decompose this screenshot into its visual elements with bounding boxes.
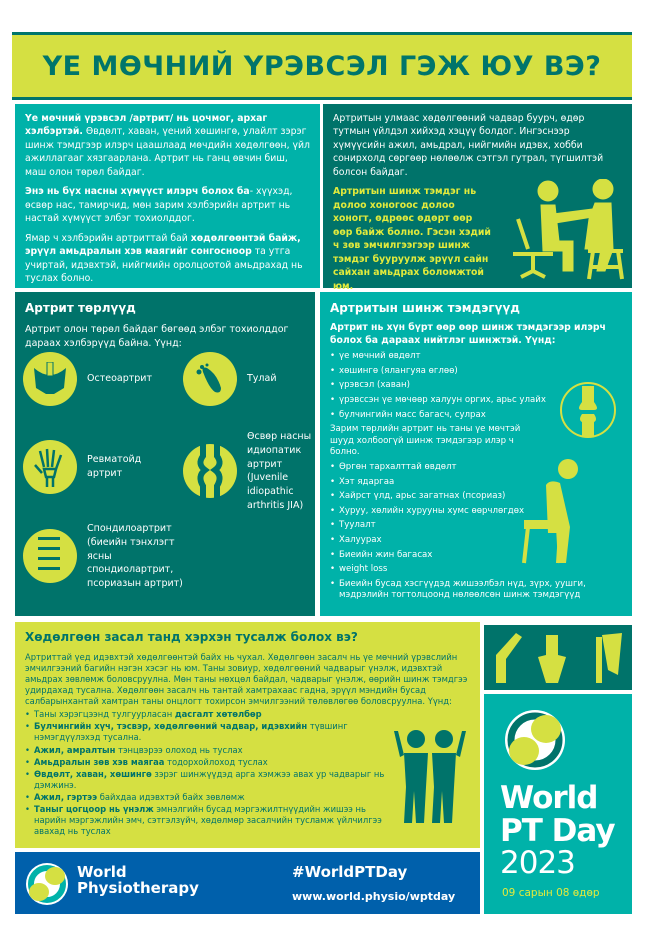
list-item: • Өргөн тархалттай өвдөлт xyxy=(330,462,622,474)
world-physiotherapy-logo-icon xyxy=(25,862,69,906)
list-item xyxy=(25,804,390,837)
impact-text: Артритын улмаас хөдөлгөөний чадвар буурч, өдөр тутмын үйлдэл хийхэд хэцүү болдог. Ингэснээр хүмүүсийн ажил, амьдрал, нийгмийн идэвх, хобби сонирхолд сөргөөр нөлөөлж сэтгэл гутрал, түгшилтэй болсон байдаг. xyxy=(333,113,604,178)
hand-bones-icon xyxy=(23,440,77,494)
type-item-gout xyxy=(183,352,277,406)
item-post: байхдаа идэвхтэй байх зөвлөмж xyxy=(97,791,245,802)
physio-intro: Артриттай үед идэвхтэй хөдөлгөөнтэй байх нь чухал. Хөдөлгөөн засалч нь үе мөчний үрэвслийн эмчилгээний багийн нэгэн хэсэг нь юм. Таны зовиур, хөдөлгөөний чадварыг үнэлж, идэвхтэй амьдрах зөвлөмж боловсруулна. Мөн таны нөхцөл байдал, чадварыг үнэлж, өөрийн шинж тэмдгээ удирдахад тусална. Хөдөлгөөн засалч нь тантай хамтрахаас гадна, эрүүл мэндийн бусад салбарынхантай хамтран таны онцлогт тохирсон эмчилгээний төлөвлөгөө боловсруулна. Үүнд: xyxy=(25,651,468,707)
brand-line1: World xyxy=(77,863,127,881)
item-bold: дасгалт хөтөлбөр xyxy=(174,709,262,720)
list-item: • Халуурах xyxy=(330,535,622,547)
intro-p2: - хүүхэд, өсвөр нас, тамирчид, мөн зарим хэлбэрийн артрит нь настай хүмүүст элбэг тохиолддог. xyxy=(25,186,293,225)
item-bold: Ажил, амралтын xyxy=(34,744,116,755)
pt-day-date: 09 сарын 08 өдөр xyxy=(502,887,600,899)
knee-spine-shoulder-icons xyxy=(484,625,632,690)
intro-p3a: Ямар ч хэлбэрийн артриттай бай xyxy=(25,232,191,244)
physiotherapy-panel xyxy=(15,622,480,848)
type-item-osteoarthritis xyxy=(23,352,152,406)
foot-icon xyxy=(183,352,237,406)
symptoms-heading: Артритын шинж тэмдэгүүд xyxy=(330,301,520,315)
list-item: • Туулалт xyxy=(330,520,622,532)
type-label: Тулай xyxy=(247,373,277,385)
list-item: • weight loss xyxy=(330,564,622,576)
list-item: • үе мөчний өвдөлт xyxy=(330,351,622,363)
painful-knee-icon xyxy=(558,380,618,440)
hashtag: #WorldPTDay xyxy=(292,863,408,881)
list-item xyxy=(25,721,390,743)
list-item xyxy=(25,757,390,768)
type-label: Спондилоартрит (биеийн тэнхлэгт ясны спондиолартрит, псориазын артрит) xyxy=(87,523,183,590)
world-pt-day-panel xyxy=(484,694,632,914)
item-bold: Булчингийн хүч, тэсвэр, хөдөлгөөний чадвар, идэвхийн xyxy=(34,721,308,732)
type-label: Өсвөр насны идиопатик артрит (Juvenile idiopathic arthritis JIA) xyxy=(247,431,312,511)
item-bold: Ажил, гэртээ xyxy=(34,791,98,802)
impact-panel xyxy=(323,104,632,292)
arthritis-types-panel xyxy=(15,292,315,616)
list-item: • үрэвссэн үе мөчөөр халуун оргих, арьс улайх xyxy=(330,395,622,407)
list-item xyxy=(25,792,390,803)
physio-list xyxy=(25,709,390,837)
intro-p3: та утга учиртай, идэвхтэй, нийгмийн оролцоотой амьдрахад нь туслах болно. xyxy=(25,246,303,285)
title-banner xyxy=(12,32,632,100)
list-item xyxy=(25,769,390,791)
type-item-spondyloarthritis xyxy=(23,522,197,591)
intro-p2-bold: Энэ нь бүх насны хүмүүст илэрч болох ба xyxy=(25,186,250,198)
item-post: тодорхойлоход туслах xyxy=(164,756,268,767)
item-bold: Амьдралын зөв хэв маягаа xyxy=(34,756,165,767)
list-item: • Хуруу, хөлийн хурууны хумс өөрчлөгдөх xyxy=(330,506,622,518)
types-heading: Артрит төрлүүд xyxy=(25,301,136,315)
list-item: • үрэвсэл (хаван) xyxy=(330,380,622,392)
list-item xyxy=(25,709,390,720)
intro-panel xyxy=(15,104,320,288)
type-item-rheumatoid xyxy=(23,440,167,494)
page-title: ҮЕ МӨЧНИЙ ҮРЭВСЭЛ ГЭЖ ЮУ ВЭ? xyxy=(42,50,602,82)
website-link[interactable]: www.world.physio/wptday xyxy=(292,890,456,903)
intro-lead: Үе мөчний үрэвсэл /артрит/ нь цочмог, архаг хэлбэртэй. xyxy=(25,113,268,138)
item-post: эмнэлгийн бусад мэргэжилтнүүдийн жишээ нь нарийн мэргэжлийн эмч, сэтгэлзүйч, хөдөлмөр засалчийн тусламж үйлчилгээ авахад нь туслах xyxy=(34,804,382,837)
item-bold: Таныг цогцоор нь үнэлж xyxy=(34,804,154,815)
symptoms-intro: Артрит нь хүн бүрт өөр өөр шинж тэмдэгээр илэрч болох ба дараах нийтлэг шинжтэй. Үүнд: xyxy=(330,322,606,346)
symptoms-panel xyxy=(320,292,632,616)
list-item: • булчингийн масс багасч, сулрах xyxy=(330,410,622,422)
seated-person-pain-icon xyxy=(520,457,590,567)
item-post: зэрэг шинжүүдэд арга хэмжээ авах ур чадварыг нь дэмжинэ. xyxy=(34,768,385,790)
intro-p3-bold: хөдөлгөөнтэй байж, эрүүл амьдралын хэв маягийг сонгосноор xyxy=(25,232,301,258)
pt-day-line2: PT Day xyxy=(500,812,615,849)
joint-icon xyxy=(183,444,237,498)
types-intro: Артрит олон төрөл байдаг бөгөөд элбэг тохиолддог дараах хэлбэрүүд байна. Үүнд: xyxy=(25,324,289,350)
pt-day-line1: World xyxy=(500,780,598,816)
brand-line2: Physiotherapy xyxy=(77,878,199,897)
type-label: Остеоартрит xyxy=(87,373,153,385)
therapist-patient-icon xyxy=(493,179,628,284)
item-post: тэнцвэрээ олоход нь туслах xyxy=(115,744,243,755)
list-item: • хөшингө (ялангуяа өглөө) xyxy=(330,366,622,378)
world-pt-day-logo-icon xyxy=(504,709,566,771)
list-item: • Биеийн бусад хэсгүүдэд жишээлбэл нүд, зүрх, уушги, мэдрэлийн тогтолцоонд нөлөөлсөн шинж тэмдэгүүд xyxy=(330,579,622,602)
item-post: түвшинг нэмэгдүүлэхэд тусална. xyxy=(34,721,348,743)
list-item: • Хайрст үлд, арьс загатнах (псориаз) xyxy=(330,491,622,503)
list-item xyxy=(25,745,390,756)
list-item: • Биеийн жин багасах xyxy=(330,550,622,562)
pt-day-year: 2023 xyxy=(500,845,575,882)
item-pre: Таны хэрэгцээнд тулгуурласан xyxy=(34,709,175,720)
list-item: • Хэт ядаргаа xyxy=(330,477,622,489)
footer-banner xyxy=(15,852,480,914)
item-bold: Өвдөлт, хаван, хөшингө xyxy=(34,768,152,779)
intro-text: Өвдөлт, хаван, үений хөшингө, улайлт зэрэг шинж тэмдгээр илэрч цаашлаад мөчдийн хөдөлгөөн, үйл ажиллагааг хязгаарлана. Артрит нь ганц өвчин биш, маш олон төрөл байдаг. xyxy=(25,126,310,178)
type-item-jia xyxy=(183,430,317,513)
spine-icon xyxy=(23,529,77,583)
impact-highlight: Артритын шинж тэмдэг нь долоо хоногоос долоо хоногт, өдрөөс өдөрт өөр өөр байж болно. Гэсэн хэдий ч зөв эмчилгээгээр шинж тэмдэг бууруулж эрүүл сайн сайхан амьдрах боломжтой юм. xyxy=(333,186,491,292)
two-people-celebrating-icon xyxy=(390,727,470,827)
type-label: Ревматойд артрит xyxy=(87,454,142,479)
pelvis-icon xyxy=(23,352,77,406)
physio-heading: Хөдөлгөөн засал танд хэрхэн тусалж болох вэ? xyxy=(25,630,358,644)
bones-panel xyxy=(484,625,632,690)
symptoms-middle: Зарим төрлийн артрит нь таны үе мөчтэй шууд холбоогүй шинж тэмдэгээр илэр ч болно. xyxy=(330,424,521,458)
